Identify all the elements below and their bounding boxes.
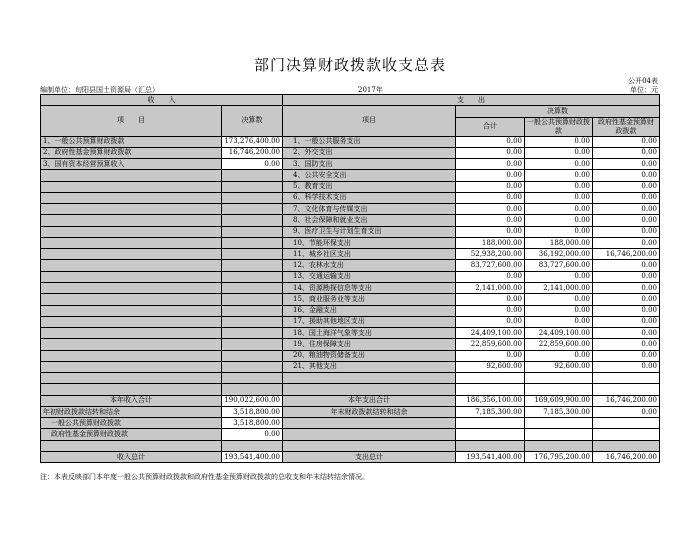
income-item-name: [41, 249, 222, 260]
table-row: [41, 350, 660, 361]
expense-fund: 0.00: [593, 328, 660, 339]
expense-item-name: 20、粮油物资储备支出: [283, 350, 456, 361]
expense-general: 0.00: [525, 294, 593, 305]
income-item-amount: [222, 260, 283, 271]
income-item-name: [41, 316, 222, 327]
table-row: [41, 271, 660, 282]
expense-total-label: 本年支出合计: [283, 395, 456, 406]
expense-total: 0.00: [456, 271, 525, 282]
expense-total: 0.00: [456, 226, 525, 237]
income-item-amount: [222, 192, 283, 203]
empty-cell: [222, 373, 283, 384]
income-item-name: [41, 170, 222, 181]
table-row: [41, 204, 660, 215]
table-row: [41, 170, 660, 181]
empty-cell: [283, 418, 456, 429]
empty-cell: [283, 429, 456, 440]
expense-general: 0.00: [525, 316, 593, 327]
carry-in-label: 年初财政拨款结转和结余: [41, 406, 222, 417]
expense-general: 0.00: [525, 181, 593, 192]
expense-total: 0.00: [456, 305, 525, 316]
expense-fund: 0.00: [593, 294, 660, 305]
empty-cell: [525, 373, 593, 384]
carry-in-fund: 0.00: [222, 429, 283, 440]
carry-in-general: 3,518,800.00: [222, 418, 283, 429]
empty-cell: [525, 429, 593, 440]
empty-cell: [283, 384, 456, 395]
table-row: [41, 159, 660, 170]
table-row: [41, 260, 660, 271]
expense-total: 52,938,200.00: [456, 249, 525, 260]
expense-item-name: 1、一般公共服务支出: [283, 136, 456, 147]
income-item-name: [41, 271, 222, 282]
expense-total: 0.00: [456, 294, 525, 305]
carry-in: 3,518,800.00: [222, 406, 283, 417]
empty-cell: [456, 440, 525, 451]
carry-in-fund-label: 政府性基金预算财政拨款: [41, 429, 222, 440]
expense-item-name: 10、节能环保支出: [283, 237, 456, 248]
budget-group-header: 决算数: [456, 106, 660, 117]
expense-fund: 0.00: [593, 271, 660, 282]
income-item-amount: [222, 249, 283, 260]
income-item-amount: [222, 215, 283, 226]
expense-fund: 0.00: [593, 181, 660, 192]
expense-total: 0.00: [456, 316, 525, 327]
empty-cell: [222, 384, 283, 395]
empty-cell: [283, 373, 456, 384]
expense-fund: 0.00: [593, 282, 660, 293]
expense-general: 0.00: [525, 350, 593, 361]
table-row: [41, 316, 660, 327]
table-row: [41, 294, 660, 305]
expense-general: 0.00: [525, 215, 593, 226]
carry-in-general-label: 一般公共预算财政拨款: [41, 418, 222, 429]
expense-fund-sum: 16,746,200.00: [593, 395, 660, 406]
income-item-name: [41, 204, 222, 215]
income-item-name: [41, 282, 222, 293]
expense-item-name: 2、外交支出: [283, 147, 456, 158]
expense-fund: 0.00: [593, 361, 660, 372]
expense-total: 0.00: [456, 147, 525, 158]
table-row: [41, 282, 660, 293]
expense-fund: 0.00: [593, 316, 660, 327]
expense-fund: 0.00: [593, 136, 660, 147]
summary-row: [41, 429, 660, 440]
income-item-amount: [222, 237, 283, 248]
income-item-amount: 173,276,400.00: [222, 136, 283, 147]
empty-cell: [283, 440, 456, 451]
expense-item-name: 14、资源勘探信息等支出: [283, 282, 456, 293]
carry-out-fund: 0.00: [593, 406, 660, 417]
income-item-amount: [222, 226, 283, 237]
unit-label: 编制单位：旬阳县国土资源局（汇总）: [40, 86, 159, 94]
expense-total: 22,859,600.00: [456, 339, 525, 350]
empty-cell: [456, 373, 525, 384]
budget-table: [40, 94, 660, 463]
expense-item-name: 21、其他支出: [283, 361, 456, 372]
total-header: 合计: [456, 117, 525, 136]
expense-fund: 0.00: [593, 147, 660, 158]
grand-fund: 16,746,200.00: [593, 451, 660, 462]
expense-general: 0.00: [525, 192, 593, 203]
expense-item-header: 项目: [283, 106, 456, 136]
income-item-name: [41, 350, 222, 361]
expense-fund: 0.00: [593, 226, 660, 237]
expense-general: 0.00: [525, 305, 593, 316]
table-row: [41, 181, 660, 192]
carry-out-label: 年末财政拨款结转和结余: [283, 406, 456, 417]
expense-general: 92,600.00: [525, 361, 593, 372]
income-item-name: 3、国有资本经营预算收入: [41, 159, 222, 170]
expense-item-name: 7、文化体育与传媒支出: [283, 204, 456, 215]
table-row: [41, 147, 660, 158]
expense-fund: 0.00: [593, 170, 660, 181]
income-item-amount: [222, 204, 283, 215]
expense-fund: 0.00: [593, 350, 660, 361]
expense-fund: 0.00: [593, 159, 660, 170]
empty-cell: [593, 440, 660, 451]
income-item-name: [41, 192, 222, 203]
expense-item-name: 18、国土海洋气象等支出: [283, 328, 456, 339]
income-item-name: [41, 226, 222, 237]
income-item-amount: [222, 339, 283, 350]
income-item-amount: [222, 350, 283, 361]
income-item-amount: 0.00: [222, 159, 283, 170]
summary-row: [41, 418, 660, 429]
income-item-name: 2、政府性基金预算财政拨款: [41, 147, 222, 158]
empty-cell: [41, 440, 222, 451]
grand-in-label: 收入总计: [41, 451, 222, 462]
table-row: [41, 215, 660, 226]
form-code: 公开04表: [628, 77, 658, 85]
fund-budget-header: 政府性基金预算财政拨款: [593, 117, 660, 136]
income-item-amount: [222, 305, 283, 316]
table-row: [41, 373, 660, 384]
income-item-name: [41, 305, 222, 316]
expense-item-name: 6、科学技术支出: [283, 192, 456, 203]
income-item-amount: [222, 181, 283, 192]
grand-out: 193,541,400.00: [456, 451, 525, 462]
expense-general: 0.00: [525, 170, 593, 181]
income-item-amount: [222, 282, 283, 293]
table-row: [41, 361, 660, 372]
table-row: [41, 305, 660, 316]
carry-out-general: 7,185,300.00: [525, 406, 593, 417]
expense-fund: 16,746,200.00: [593, 249, 660, 260]
expense-general: 0.00: [525, 136, 593, 147]
summary-row: [41, 395, 660, 406]
expense-item-name: 11、城乡社区支出: [283, 249, 456, 260]
income-item-name: [41, 328, 222, 339]
expense-general: 2,141,000.00: [525, 282, 593, 293]
carry-out: 7,185,300.00: [456, 406, 525, 417]
expense-general: 83,727,600.00: [525, 260, 593, 271]
expense-total-sum: 186,356,100.00: [456, 395, 525, 406]
expense-general: 0.00: [525, 204, 593, 215]
expense-fund: 0.00: [593, 215, 660, 226]
expense-item-name: 17、援助其他地区支出: [283, 316, 456, 327]
income-item-amount: [222, 271, 283, 282]
income-item-amount: [222, 316, 283, 327]
table-row: [41, 237, 660, 248]
empty-cell: [593, 429, 660, 440]
expense-total: 24,409,100.00: [456, 328, 525, 339]
expense-total: 0.00: [456, 136, 525, 147]
footnote: 注：本表反映部门本年度一般公共预算财政拨款和政府性基金预算财政拨款的总收支和年末结转结余情况。: [40, 473, 369, 481]
income-item-name: [41, 215, 222, 226]
empty-cell: [525, 440, 593, 451]
grand-general: 176,795,200.00: [525, 451, 593, 462]
table-row: [41, 339, 660, 350]
income-header: 收 入: [41, 95, 283, 106]
income-item-amount: [222, 294, 283, 305]
expense-item-name: 12、农林水支出: [283, 260, 456, 271]
summary-row: [41, 406, 660, 417]
table-row: [41, 136, 660, 147]
expense-total: 0.00: [456, 204, 525, 215]
expense-total: 188,000.00: [456, 237, 525, 248]
money-unit: 单位：元: [630, 86, 658, 94]
income-item-amount: 16,746,200.00: [222, 147, 283, 158]
income-item-amount: [222, 170, 283, 181]
empty-cell: [456, 418, 525, 429]
expense-total: 0.00: [456, 159, 525, 170]
income-total: 190,022,600.00: [222, 395, 283, 406]
table-row: [41, 328, 660, 339]
expense-item-name: 16、金融支出: [283, 305, 456, 316]
income-amount-header: 决算数: [222, 106, 283, 136]
expense-total: 0.00: [456, 192, 525, 203]
empty-cell: [222, 440, 283, 451]
expense-total: 83,727,600.00: [456, 260, 525, 271]
income-item-name: [41, 181, 222, 192]
income-item-amount: [222, 328, 283, 339]
empty-cell: [525, 418, 593, 429]
summary-row: [41, 451, 660, 462]
expense-total: 0.00: [456, 350, 525, 361]
expense-fund: 0.00: [593, 260, 660, 271]
expense-item-name: 19、住房保障支出: [283, 339, 456, 350]
empty-cell: [593, 373, 660, 384]
grand-out-label: 支出总计: [283, 451, 456, 462]
table-row: [41, 384, 660, 395]
empty-cell: [525, 384, 593, 395]
income-item-amount: [222, 361, 283, 372]
income-item-name: [41, 260, 222, 271]
expense-total: 0.00: [456, 181, 525, 192]
expense-item-name: 5、教育支出: [283, 181, 456, 192]
summary-row: [41, 440, 660, 451]
grand-in: 193,541,400.00: [222, 451, 283, 462]
expense-total: 92,600.00: [456, 361, 525, 372]
table-row: [41, 249, 660, 260]
empty-cell: [593, 384, 660, 395]
expense-item-name: 3、国防支出: [283, 159, 456, 170]
income-item-name: [41, 339, 222, 350]
income-item-name: [41, 237, 222, 248]
expense-general: 0.00: [525, 271, 593, 282]
expense-fund: 0.00: [593, 305, 660, 316]
expense-item-name: 9、医疗卫生与计划生育支出: [283, 226, 456, 237]
income-item-name: 1、一般公共预算财政拨款: [41, 136, 222, 147]
expense-general: 22,859,600.00: [525, 339, 593, 350]
empty-cell: [41, 384, 222, 395]
expense-general: 36,192,000.00: [525, 249, 593, 260]
income-item-name: [41, 361, 222, 372]
empty-cell: [41, 373, 222, 384]
expense-total: 2,141,000.00: [456, 282, 525, 293]
expense-item-name: 8、社会保障和就业支出: [283, 215, 456, 226]
expense-general: 0.00: [525, 147, 593, 158]
empty-cell: [456, 429, 525, 440]
table-row: [41, 226, 660, 237]
expense-header: 支 出: [283, 95, 660, 106]
expense-general-sum: 169,609,900.00: [525, 395, 593, 406]
income-item-name: [41, 294, 222, 305]
general-budget-header: 一般公共预算财政拨款: [525, 117, 593, 136]
expense-item-name: 15、商业服务业等支出: [283, 294, 456, 305]
expense-total: 0.00: [456, 170, 525, 181]
expense-general: 0.00: [525, 226, 593, 237]
empty-cell: [593, 418, 660, 429]
expense-general: 0.00: [525, 159, 593, 170]
expense-general: 24,409,100.00: [525, 328, 593, 339]
table-row: [41, 192, 660, 203]
expense-item-name: 13、交通运输支出: [283, 271, 456, 282]
report-year: 2017年: [358, 86, 383, 94]
income-total-label: 本年收入合计: [41, 395, 222, 406]
expense-general: 188,000.00: [525, 237, 593, 248]
expense-item-name: 4、公共安全支出: [283, 170, 456, 181]
expense-fund: 0.00: [593, 192, 660, 203]
expense-fund: 0.00: [593, 237, 660, 248]
expense-fund: 0.00: [593, 339, 660, 350]
empty-cell: [456, 384, 525, 395]
expense-total: 0.00: [456, 215, 525, 226]
income-item-header: 项 目: [41, 106, 222, 136]
report-title: 部门决算财政拨款收支总表: [253, 56, 446, 74]
expense-fund: 0.00: [593, 204, 660, 215]
